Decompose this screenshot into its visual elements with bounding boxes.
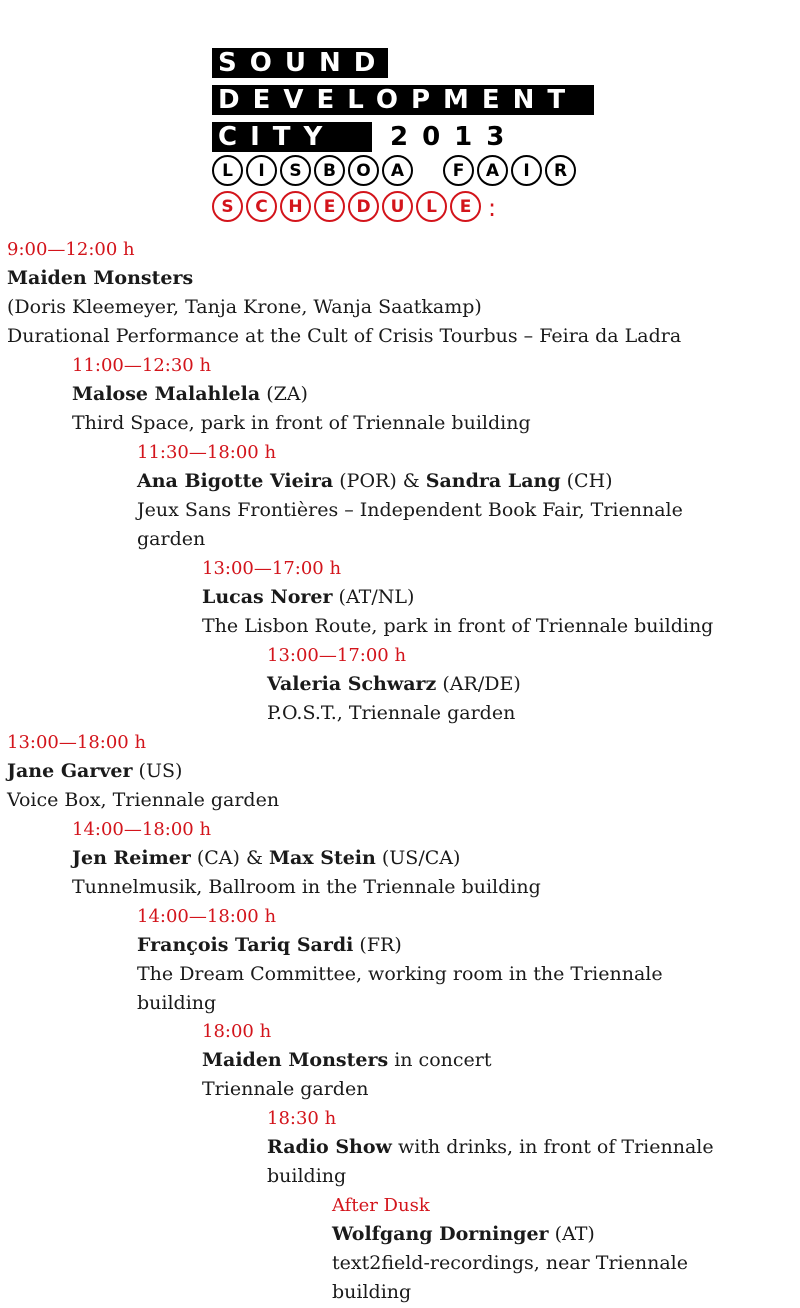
entry-name: Jane Garver xyxy=(7,760,133,782)
entry-title xyxy=(202,583,713,612)
entry-detail: Jeux Sans Frontières – Independent Book Fair, Triennale xyxy=(137,499,683,521)
entry-time: 13:00—17:00 h xyxy=(267,645,407,666)
entry-name: Maiden Monsters xyxy=(202,1049,389,1071)
entry-title xyxy=(137,931,663,960)
entry-name: Malose Malahlela xyxy=(72,383,261,405)
logo-circle-letter: U xyxy=(382,191,413,222)
entry-detail: garden xyxy=(137,528,206,550)
entry-title xyxy=(72,844,541,873)
entry-detail: Tunnelmusik, Ballroom in the Triennale building xyxy=(72,876,541,898)
entry-detail: The Lisbon Route, park in front of Triennale building xyxy=(202,615,714,637)
entry-time: 14:00—18:00 h xyxy=(137,906,277,927)
entry-note: in concert xyxy=(388,1049,492,1071)
logo-circle-letter: S xyxy=(280,155,311,186)
entry-name: Wolfgang Dorninger xyxy=(332,1223,549,1245)
logo-line-sound: SOUND xyxy=(212,48,388,78)
entry-time: 13:00—18:00 h xyxy=(7,732,147,753)
schedule-entry xyxy=(332,1191,688,1307)
logo-circle-letter: F xyxy=(443,155,474,186)
entry-time: 11:30—18:00 h xyxy=(137,442,277,463)
logo-circle-letter: H xyxy=(280,191,311,222)
event-logo xyxy=(212,48,612,226)
entry-title xyxy=(332,1220,688,1249)
entry-note: (ZA) xyxy=(260,383,308,405)
entry-title xyxy=(267,1133,714,1162)
logo-schedule-title xyxy=(212,191,496,225)
logo-line-city: CITY xyxy=(212,122,372,152)
entry-detail: P.O.S.T., Triennale garden xyxy=(267,702,516,724)
entry-time: 18:30 h xyxy=(267,1108,337,1129)
entry-name: Jen Reimer xyxy=(72,847,191,869)
entry-name-2: Max Stein xyxy=(268,847,376,869)
entry-detail: Voice Box, Triennale garden xyxy=(7,789,280,811)
logo-circle-letter: I xyxy=(246,155,277,186)
schedule-entry xyxy=(267,641,521,728)
logo-year: 2013 xyxy=(390,122,519,152)
entry-note: (FR) xyxy=(353,934,402,956)
logo-lisboa-fair xyxy=(212,155,576,186)
entry-name: Valeria Schwarz xyxy=(267,673,437,695)
entry-name: Ana Bigotte Vieira xyxy=(137,470,334,492)
logo-circle-letter: R xyxy=(545,155,576,186)
entry-detail: Third Space, park in front of Triennale building xyxy=(72,412,531,434)
schedule-entry xyxy=(202,554,713,641)
schedule-entry xyxy=(7,728,279,815)
schedule-entry xyxy=(267,1104,714,1191)
entry-note: (AT/NL) xyxy=(332,586,415,608)
schedule-entry xyxy=(137,902,663,1018)
entry-note: (AR/DE) xyxy=(436,673,521,695)
entry-name: Maiden Monsters xyxy=(7,267,194,289)
entry-name-2: Sandra Lang xyxy=(425,470,561,492)
entry-time: 11:00—12:30 h xyxy=(72,355,212,376)
logo-circle-letter: O xyxy=(348,155,379,186)
entry-title xyxy=(202,1046,491,1075)
entry-time: 13:00—17:00 h xyxy=(202,558,342,579)
entry-detail: Triennale garden xyxy=(202,1078,369,1100)
entry-title xyxy=(267,670,521,699)
entry-note: with drinks, in front of Triennale xyxy=(391,1136,714,1158)
entry-detail: Durational Performance at the Cult of Crisis Tourbus – Feira da Ladra xyxy=(7,325,682,347)
schedule-entry xyxy=(72,351,531,438)
entry-time: 18:00 h xyxy=(202,1021,272,1042)
logo-circle-letter: C xyxy=(246,191,277,222)
entry-name: Lucas Norer xyxy=(202,586,333,608)
entry-detail: building xyxy=(137,992,217,1014)
logo-circle-letter: B xyxy=(314,155,345,186)
entry-title xyxy=(7,264,681,293)
entry-title xyxy=(7,757,279,786)
logo-circle-letter: S xyxy=(212,191,243,222)
schedule-entry xyxy=(72,815,541,902)
logo-colon: : xyxy=(488,194,497,222)
entry-title xyxy=(72,380,531,409)
entry-note: (CA) & xyxy=(190,847,269,869)
entry-time: After Dusk xyxy=(332,1195,430,1216)
entry-detail: The Dream Committee, working room in the Triennale xyxy=(137,963,663,985)
entry-detail: text2field-recordings, near Triennale xyxy=(332,1252,688,1274)
logo-circle-letter: A xyxy=(382,155,413,186)
entry-name: Radio Show xyxy=(267,1136,392,1158)
logo-circle-letter: D xyxy=(348,191,379,222)
logo-circle-letter: E xyxy=(314,191,345,222)
schedule-entry xyxy=(7,235,681,351)
entry-detail: building xyxy=(332,1281,412,1303)
logo-circle-letter xyxy=(416,155,440,186)
logo-circle-letter: A xyxy=(477,155,508,186)
logo-line-development: DEVELOPMENT xyxy=(212,85,594,115)
entry-time: 9:00—12:00 h xyxy=(7,239,135,260)
schedule-entry xyxy=(202,1017,491,1104)
entry-note: (AT) xyxy=(548,1223,595,1245)
entry-note: (POR) & xyxy=(333,470,426,492)
logo-circle-letter: E xyxy=(450,191,481,222)
entry-detail: building xyxy=(267,1165,347,1187)
logo-circle-letter: L xyxy=(212,155,243,186)
logo-circle-letter: I xyxy=(511,155,542,186)
entry-name: François Tariq Sardi xyxy=(137,934,354,956)
entry-note-2: (US/CA) xyxy=(375,847,461,869)
entry-detail: (Doris Kleemeyer, Tanja Krone, Wanja Saatkamp) xyxy=(7,296,482,318)
schedule-entry xyxy=(137,438,683,554)
entry-time: 14:00—18:00 h xyxy=(72,819,212,840)
entry-note: (US) xyxy=(132,760,183,782)
logo-circle-letter: L xyxy=(416,191,447,222)
entry-note-2: (CH) xyxy=(560,470,613,492)
entry-title xyxy=(137,467,683,496)
